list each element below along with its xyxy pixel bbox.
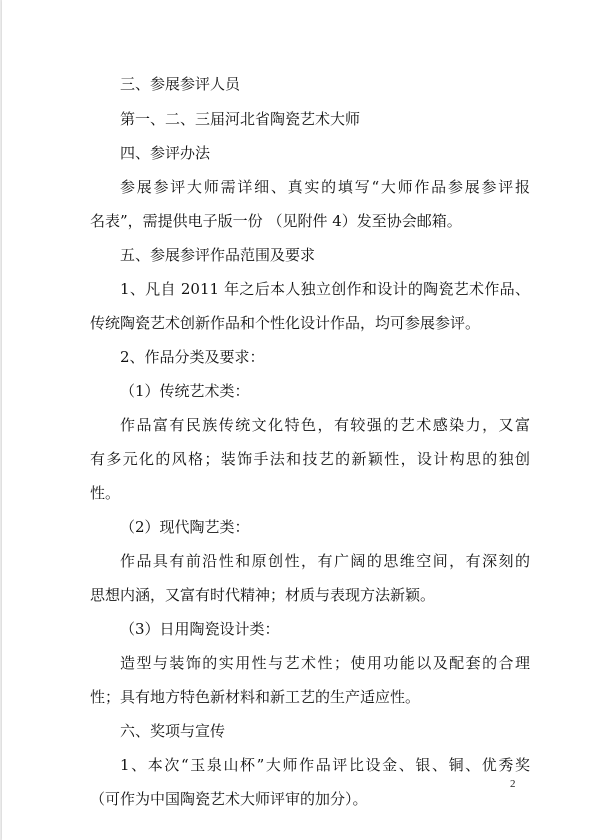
page-number: 2 [510, 778, 516, 790]
section-heading-awards: 六、奖项与宣传 [120, 722, 226, 740]
participants-text: 第一、二、三届河北省陶瓷艺术大师 [120, 110, 361, 128]
traditional-line-3: 性。 [90, 484, 121, 502]
traditional-line-1: 作品富有民族传统文化特色，有较强的艺术感染力，又富 [120, 416, 530, 434]
modern-line-2: 思想内涵，又富有时代精神；材质与表现方法新颖。 [90, 586, 436, 604]
document-body [2, 0, 602, 840]
evaluation-method-line-2: 名表”，需提供电子版一份 （见附件 4）发至协会邮箱。 [90, 212, 462, 230]
modern-line-1: 作品具有前沿性和原创性，有广阔的思维空间，有深刻的 [120, 552, 530, 570]
awards-line-2: （可作为中国陶瓷艺术大师评审的加分）。 [90, 790, 368, 808]
scope-line-2: 传统陶瓷艺术创新作品和个性化设计作品，均可参展参评。 [90, 314, 481, 332]
section-heading-scope-requirements: 五、参展参评作品范围及要求 [120, 246, 316, 264]
scope-line-1: 1、凡自 2011 年之后本人独立创作和设计的陶瓷艺术作品、 [120, 280, 530, 298]
category-traditional-heading: （1）传统艺术类： [120, 382, 250, 400]
category-daily-use-heading: （3）日用陶瓷设计类： [120, 620, 280, 638]
daily-use-line-2: 性；具有地方特色新材料和新工艺的生产适应性。 [90, 688, 421, 706]
evaluation-method-line-1: 参展参评大师需详细、真实的填写“大师作品参展参评报 [120, 178, 530, 196]
category-heading: 2、作品分类及要求： [120, 348, 265, 366]
awards-line-1: 1、本次“玉泉山杯”大师作品评比设金、银、铜、优秀奖 [120, 756, 530, 774]
section-heading-evaluation-method: 四、参评办法 [120, 144, 211, 162]
section-heading-participants: 三、参展参评人员 [120, 75, 241, 93]
daily-use-line-1: 造型与装饰的实用性与艺术性；使用功能以及配套的合理 [120, 654, 530, 672]
document-page [2, 0, 602, 840]
category-modern-heading: （2）现代陶艺类： [120, 518, 250, 536]
traditional-line-2: 有多元化的风格；装饰手法和技艺的新颖性，设计构思的独创 [90, 450, 530, 468]
